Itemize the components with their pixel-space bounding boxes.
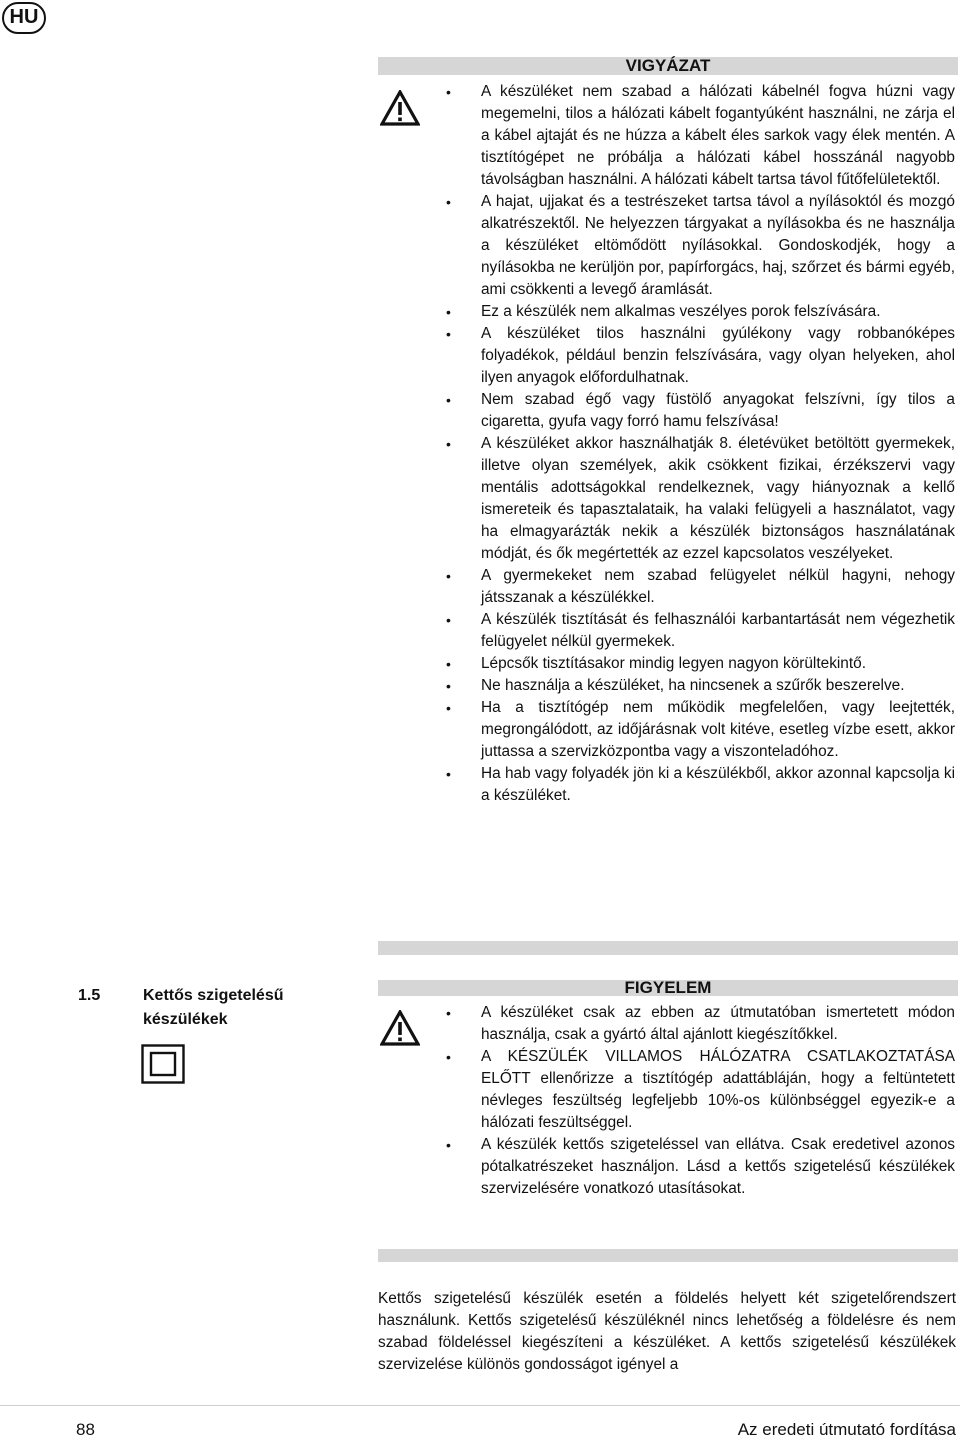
caution-item: • Ha a tisztítógép nem működik megfelelően, vagy leejtették, megrongálódott, az időjárásnak volt kitéve, esetleg vízbe esett, akkor juttassa a szervizközpontba vagy a viszonteladóhoz.: [443, 697, 955, 763]
caution-footer-bar: [378, 941, 958, 955]
caution-title: VIGYÁZAT: [625, 56, 711, 75]
notice-list: [443, 1002, 955, 1200]
caution-item: • Nem szabad égő vagy füstölő anyagokat felszívni, így tilos a cigaretta, gyufa vagy forró hamu felszívása!: [443, 389, 955, 433]
footer-divider: [0, 1405, 960, 1406]
warning-triangle-icon: [380, 1010, 420, 1046]
caution-item: • A készülék tisztítását és felhasználói karbantartását nem végezhetik felügyelet nélkül gyermekek.: [443, 609, 955, 653]
caution-item: • Lépcsők tisztításakor mindig legyen nagyon körültekintő.: [443, 653, 955, 675]
footer-title: Az eredeti útmutató fordítása: [737, 1420, 956, 1439]
notice-item: • A készülék kettős szigeteléssel van ellátva. Csak eredetivel azonos pótalkatrészeket használjon. Lásd a kettős szigetelésű készülékek szervizelésére vonatkozó utasításokat.: [443, 1134, 955, 1200]
body-paragraph: Kettős szigetelésű készülék esetén a földelés helyett két szigetelőrendszert használunk. Kettős szigetelésű készüléknél nincs lehetőség a földelésre és nem szabad földeléssel kiegészíteni a készüléket. A kettős szigetelésű készülékek szervizelése különös gondosságot igényel a: [378, 1290, 956, 1373]
caution-item: • Ha hab vagy folyadék jön ki a készülékből, akkor azonnal kapcsolja ki a készüléket.: [443, 763, 955, 807]
notice-item: • A készüléket csak az ebben az útmutatóban ismertetett módon használja, csak a gyártó által ajánlott kiegészítőkkel.: [443, 1002, 955, 1046]
double-insulation-icon: [141, 1044, 185, 1084]
caution-item: • Ez a készülék nem alkalmas veszélyes porok felszívására.: [443, 301, 955, 323]
caution-item: • Ne használja a készüléket, ha nincsenek a szűrők beszerelve.: [443, 675, 955, 697]
warning-triangle-icon: [380, 90, 420, 126]
caution-item: • A készüléket tilos használni gyúlékony vagy robbanóképes folyadékok, például benzin felszívására, vagy olyan helyeken, ahol ilyen anyagok előfordulhatnak.: [443, 323, 955, 389]
caution-item: • A készüléket akkor használhatják 8. életévüket betöltött gyermekek, illetve olyan személyek, akik csökkent fizikai, érzékszervi vagy mentális adottságokkal rendelkeznek, vagy hiányoznak a kellő ismereteik és tapasztalataik, ha valaki felügyeli a használatot, vagy ha elmagyarázták nekik a készülék biztonságos használatának módját, és ők megértették az ezzel kapcsolatos veszélyeket.: [443, 433, 955, 565]
language-badge: HU: [2, 2, 46, 34]
caution-list: [443, 81, 955, 807]
section-title: Kettős szigetelésű készülékek: [143, 987, 284, 1028]
caution-item: • A készüléket nem szabad a hálózati kábelnél fogva húzni vagy megemelni, tilos a hálózati kábelt fogantyúként használni, ne zárja el a kábel ajtaját és ne húzza a kábelt éles sarkok vagy élek mentén. A tisztítógépet ne próbálja a hálózati kábel hosszánál nagyobb távolságban használni. A hálózati kábelt tartsa távol fűtőfelületektől.: [443, 81, 955, 191]
caution-item: • A gyermekeket nem szabad felügyelet nélkül hagyni, nehogy játsszanak a készülékkel.: [443, 565, 955, 609]
notice-footer-bar: [378, 1249, 958, 1262]
notice-item: • A KÉSZÜLÉK VILLAMOS HÁLÓZATRA CSATLAKOZTATÁSA ELŐTT ellenőrizze a tisztítógép adattábláján, hogy a feltüntetett névleges feszültség legfeljebb 10%-os különbséggel egyezik-e a hálózati feszültséggel.: [443, 1046, 955, 1134]
section-number: 1.5: [78, 987, 101, 1004]
caution-item: • A hajat, ujjakat és a testrészeket tartsa távol a nyílásoktól és mozgó alkatrészektől. Ne helyezzen tárgyakat a nyílásokba és ne használja a készüléket eltömődött nyílásokkal. Gondoskodjék, hogy a nyílásokba ne kerüljön por, papírforgács, haj, szőrzet és bármi egyéb, ami csökkenti a levegő áramlását.: [443, 191, 955, 301]
notice-title: FIGYELEM: [624, 978, 712, 997]
page-number: 88: [76, 1420, 95, 1439]
